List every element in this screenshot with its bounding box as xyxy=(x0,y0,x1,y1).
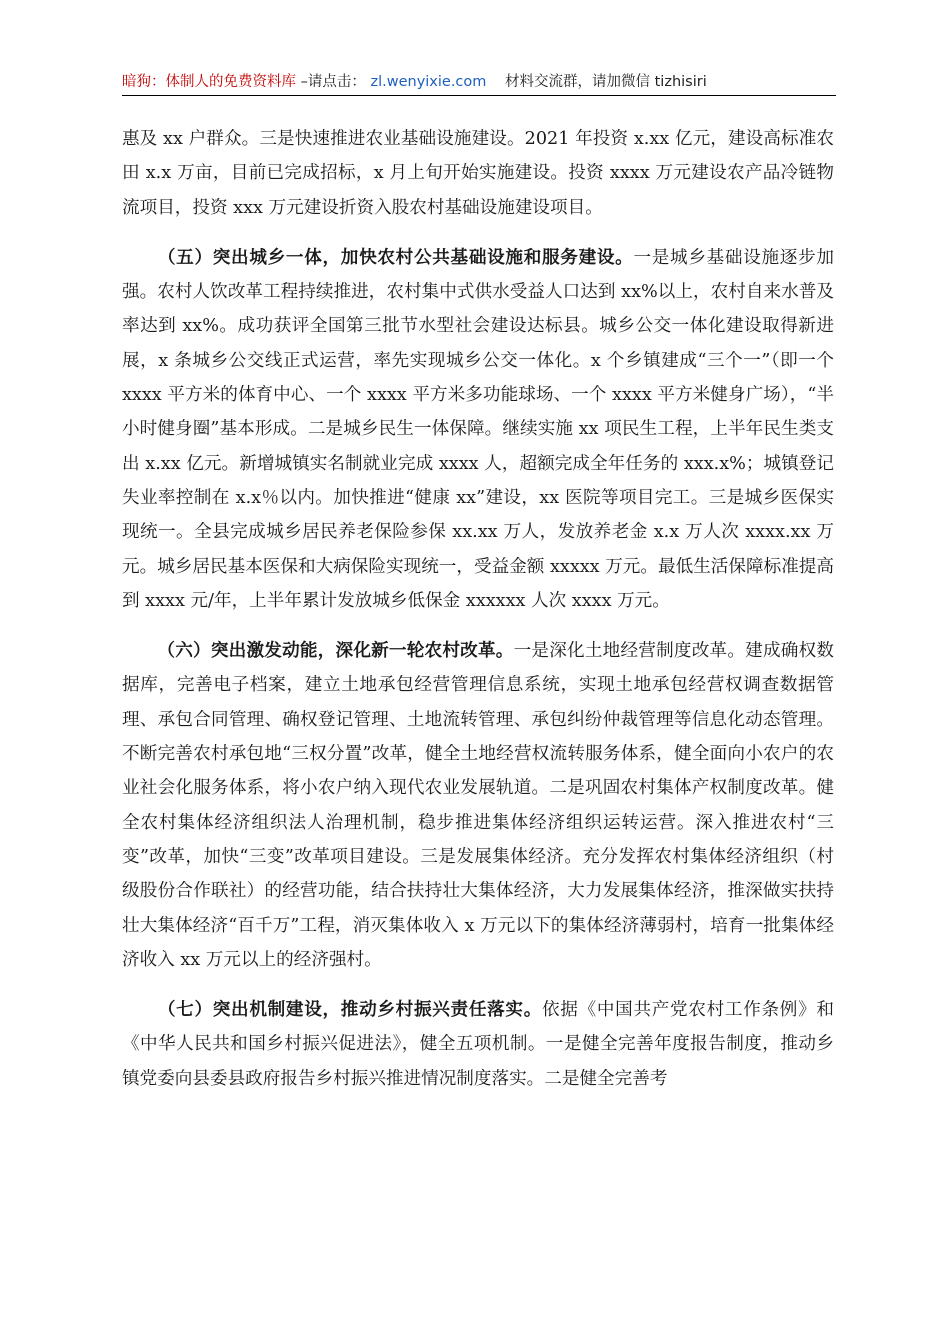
paragraph-section-7 xyxy=(122,993,834,1096)
header-wechat-note: 材料交流群，请加微信 tizhisiri xyxy=(505,74,707,90)
section-heading: （六）突出激发动能，深化新一轮农村改革。 xyxy=(157,640,514,662)
document-body xyxy=(122,122,834,1112)
header-click-prompt: –请点击： xyxy=(300,74,366,90)
header-site-name: 暗狗：体制人的免费资料库 xyxy=(122,74,296,90)
paragraph-text: 一是城乡基础设施逐步加强。农村人饮改革工程持续推进，农村集中式供水受益人口达到 xx%以上，农村自来水普及率达到 xx%。成功获评全国第三批节水型社会建设达标县。城乡公交一体化建设取得新进展，x 条城乡公交线正式运营，率先实现城乡公交一体化。x 个乡镇建成“三个一”（即一个 xxxx 平方米的体育中心、一个 xxxx 平方米多功能球场、一个 xxxx 平方米健身广场），“半小时健身圈”基本形成。二是城乡民生一体保障。继续实施 xx 项民生工程，上半年民生类支出 x.xx 亿元。新增城镇实名制就业完成 xxxx 人，超额完成全年任务的 xxx.x%；城镇登记失业率控制在 x.x％以内。加快推进“健康 xx”建设，xx 医院等项目完工。三是城乡医保实现统一。全县完成城乡居民养老保险参保 xx.xx 万人，发放养老金 x.x 万人次 xxxx.xx 万元。城乡居民基本医保和大病保险实现统一，受益金额 xxxxx 万元。最低生活保障标准提高到 xxxx 元/年，上半年累计发放城乡低保金 xxxxxx 人次 xxxx 万元。 xyxy=(122,247,834,611)
paragraph-text: 一是深化土地经营制度改革。建成确权数据库，完善电子档案，建立土地承包经营管理信息系统，实现土地承包经营权调查数据管理、承包合同管理、确权登记管理、土地流转管理、承包纠纷仲裁管理等信息化动态管理。不断完善农村承包地“三权分置”改革，健全土地经营权流转服务体系，健全面向小农户的农业社会化服务体系，将小农户纳入现代农业发展轨道。二是巩固农村集体产权制度改革。健全农村集体经济组织法人治理机制，稳步推进集体经济组织运转运营。深入推进农村“三变”改革，加快“三变”改革项目建设。三是发展集体经济。充分发挥农村集体经济组织（村级股份合作联社）的经营功能，结合扶持壮大集体经济，大力发展集体经济，推深做实扶持壮大集体经济“百千万”工程，消灭集体收入 x 万元以下的集体经济薄弱村，培育一批集体经济收入 xx 万元以上的经济强村。 xyxy=(122,641,834,970)
header-divider xyxy=(122,95,836,96)
section-heading: （五）突出城乡一体，加快农村公共基础设施和服务建设。 xyxy=(157,246,634,268)
paragraph-continuation xyxy=(122,122,834,225)
page-header xyxy=(122,70,836,94)
section-heading: （七）突出机制建设，推动乡村振兴责任落实。 xyxy=(157,999,543,1021)
paragraph-text: 惠及 xx 户群众。三是快速推进农业基础设施建设。2021 年投资 x.xx 亿元，建设高标准农田 x.x 万亩，目前已完成招标，x 月上旬开始实施建设。投资 xxxx 万元建设农产品冷链物流项目，投资 xxx 万元建设折资入股农村基础设施建设项目。 xyxy=(122,129,834,218)
header-url-link[interactable]: zl.wenyixie.com xyxy=(370,74,487,90)
paragraph-section-5 xyxy=(122,241,834,618)
paragraph-text: 依据《中国共产党农村工作条例》和《中华人民共和国乡村振兴促进法》，健全五项机制。一是健全完善年度报告制度，推动乡镇党委向县委县政府报告乡村振兴推进情况制度落实。二是健全完善考 xyxy=(122,1000,834,1089)
paragraph-section-6 xyxy=(122,634,834,977)
